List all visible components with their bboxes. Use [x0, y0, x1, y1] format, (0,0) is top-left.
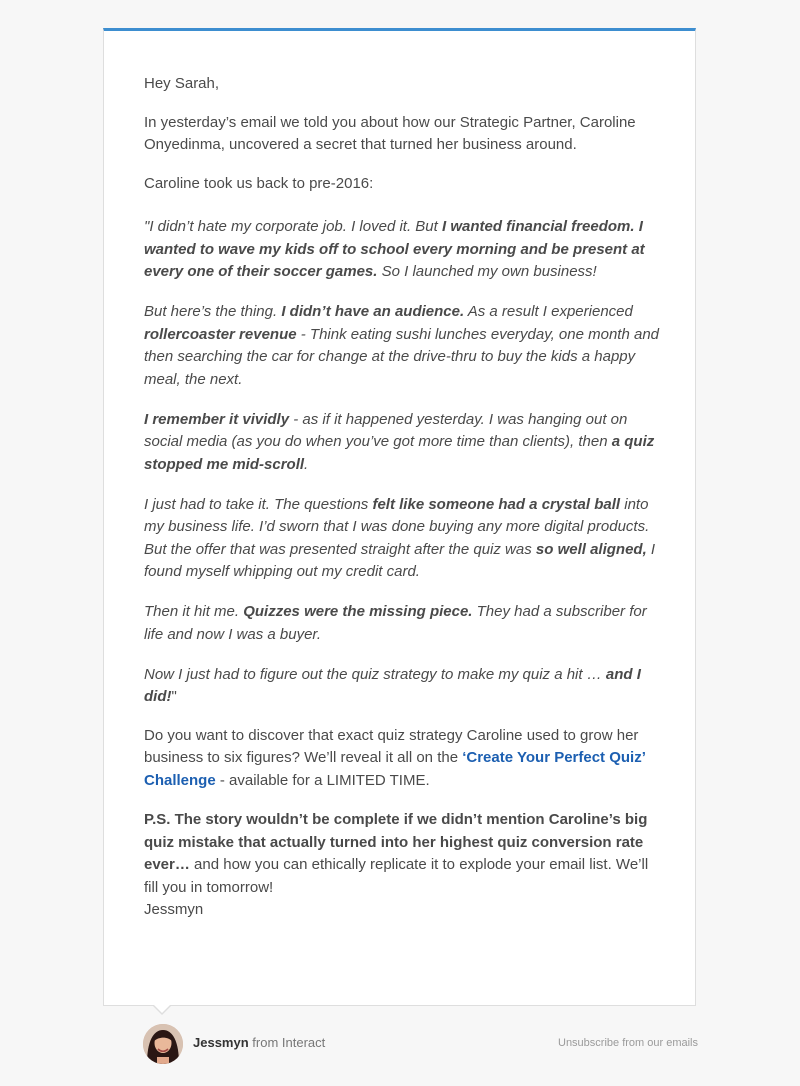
ps-paragraph: P.S. The story wouldn’t be complete if we didn’t mention Caroline’s big quiz mistake that actually turned into her highest quiz conversion rate ever… and how you can ethically replicate it to explode your email list. We’ll fill you in tomorrow! [144, 811, 649, 896]
quote-paragraph-2: But here’s the thing. I didn’t have an audience. As a result I experienced rollercoaster revenue - Think eating sushi lunches everyday, one month and then searching the car for change at the drive-thru to buy the kids a happy meal, the next. [144, 303, 660, 388]
quote-paragraph-6: Now I just had to figure out the quiz strategy to make my quiz a hit … and I did!" [144, 665, 641, 705]
challenge-link[interactable]: ‘Create Your Perfect Quiz’ Challenge [144, 749, 646, 789]
quote-paragraph-4: I just had to take it. The questions felt like someone had a crystal ball into my business life. I’d sworn that I was done buying any more digital products. But the offer that was presented straight after the quiz was so well aligned, I found myself whipping out my credit card. [144, 495, 656, 580]
sender-line [193, 1035, 325, 1051]
quote-paragraph-3: I remember it vividly - as if it happened yesterday. I was hanging out on social media (as you do when you’ve got more time than clients), then a quiz stopped me mid-scroll. [144, 410, 655, 473]
lead-in-paragraph: Caroline took us back to pre-2016: [144, 174, 374, 192]
signature: Jessmyn [144, 901, 204, 918]
email-footer [143, 1024, 698, 1064]
sender-from: from Interact [248, 1035, 326, 1050]
sender-name: Jessmyn [193, 1035, 249, 1050]
card-notch-fill [153, 1004, 171, 1013]
testimonial-quote [144, 216, 660, 709]
unsubscribe-link[interactable]: Unsubscribe from our emails [558, 1037, 698, 1049]
avatar-photo-icon [143, 1024, 183, 1064]
greeting: Hey Sarah, [144, 75, 220, 92]
quote-paragraph-5: Then it hit me. Quizzes were the missing piece. They had a subscriber for life and now I was a buyer. [144, 603, 647, 643]
email-body [144, 73, 660, 922]
email-card [103, 28, 696, 1006]
cta-paragraph: Do you want to discover that exact quiz strategy Caroline used to grow her business to six figures? We’ll reveal it all on the ‘Create Your Perfect Quiz’ Challenge - available for a LIMITED TIME. [144, 726, 646, 789]
quote-paragraph-1: "I didn’t hate my corporate job. I loved it. But I wanted financial freedom. I wanted to wave my kids off to school every morning and be present at every one of their soccer games. So I launched my own business! [144, 218, 645, 280]
intro-paragraph: In yesterday’s email we told you about how our Strategic Partner, Caroline Onyedinma, uncovered a secret that turned her business around. [144, 113, 636, 153]
